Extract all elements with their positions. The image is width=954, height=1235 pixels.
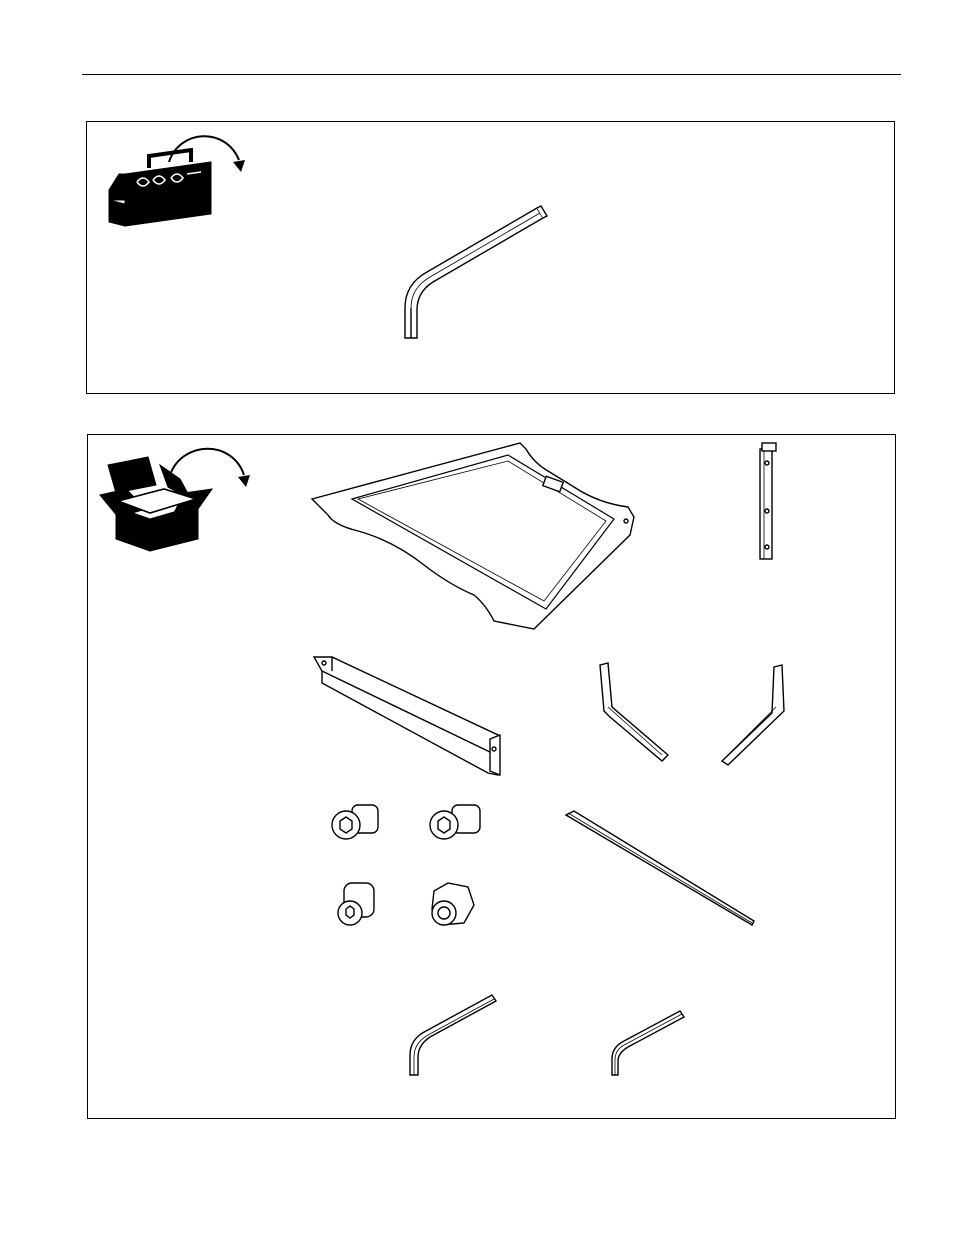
tools-required-panel xyxy=(86,121,895,394)
angle-arm-left xyxy=(600,663,668,761)
flat-head-screw xyxy=(430,805,480,839)
hex-key-wrench-small xyxy=(612,1011,684,1075)
toolbox-icon xyxy=(109,136,245,226)
parts-panel-art xyxy=(88,435,897,1120)
parts-included-panel xyxy=(87,434,896,1119)
hex-key-wrench-large xyxy=(405,206,547,338)
hex-nut xyxy=(432,883,474,925)
threaded-rod xyxy=(566,811,754,925)
vertical-bracket xyxy=(760,443,776,559)
spacer-sleeve xyxy=(338,883,374,925)
angle-arm-right xyxy=(722,665,784,765)
crossbar xyxy=(314,657,500,775)
open-box-icon xyxy=(100,449,250,551)
button-head-screw xyxy=(332,805,378,839)
hex-key-wrench-medium xyxy=(410,995,496,1075)
tray-frame xyxy=(312,443,634,629)
header-rule xyxy=(82,74,901,75)
tools-panel-art xyxy=(87,122,896,395)
